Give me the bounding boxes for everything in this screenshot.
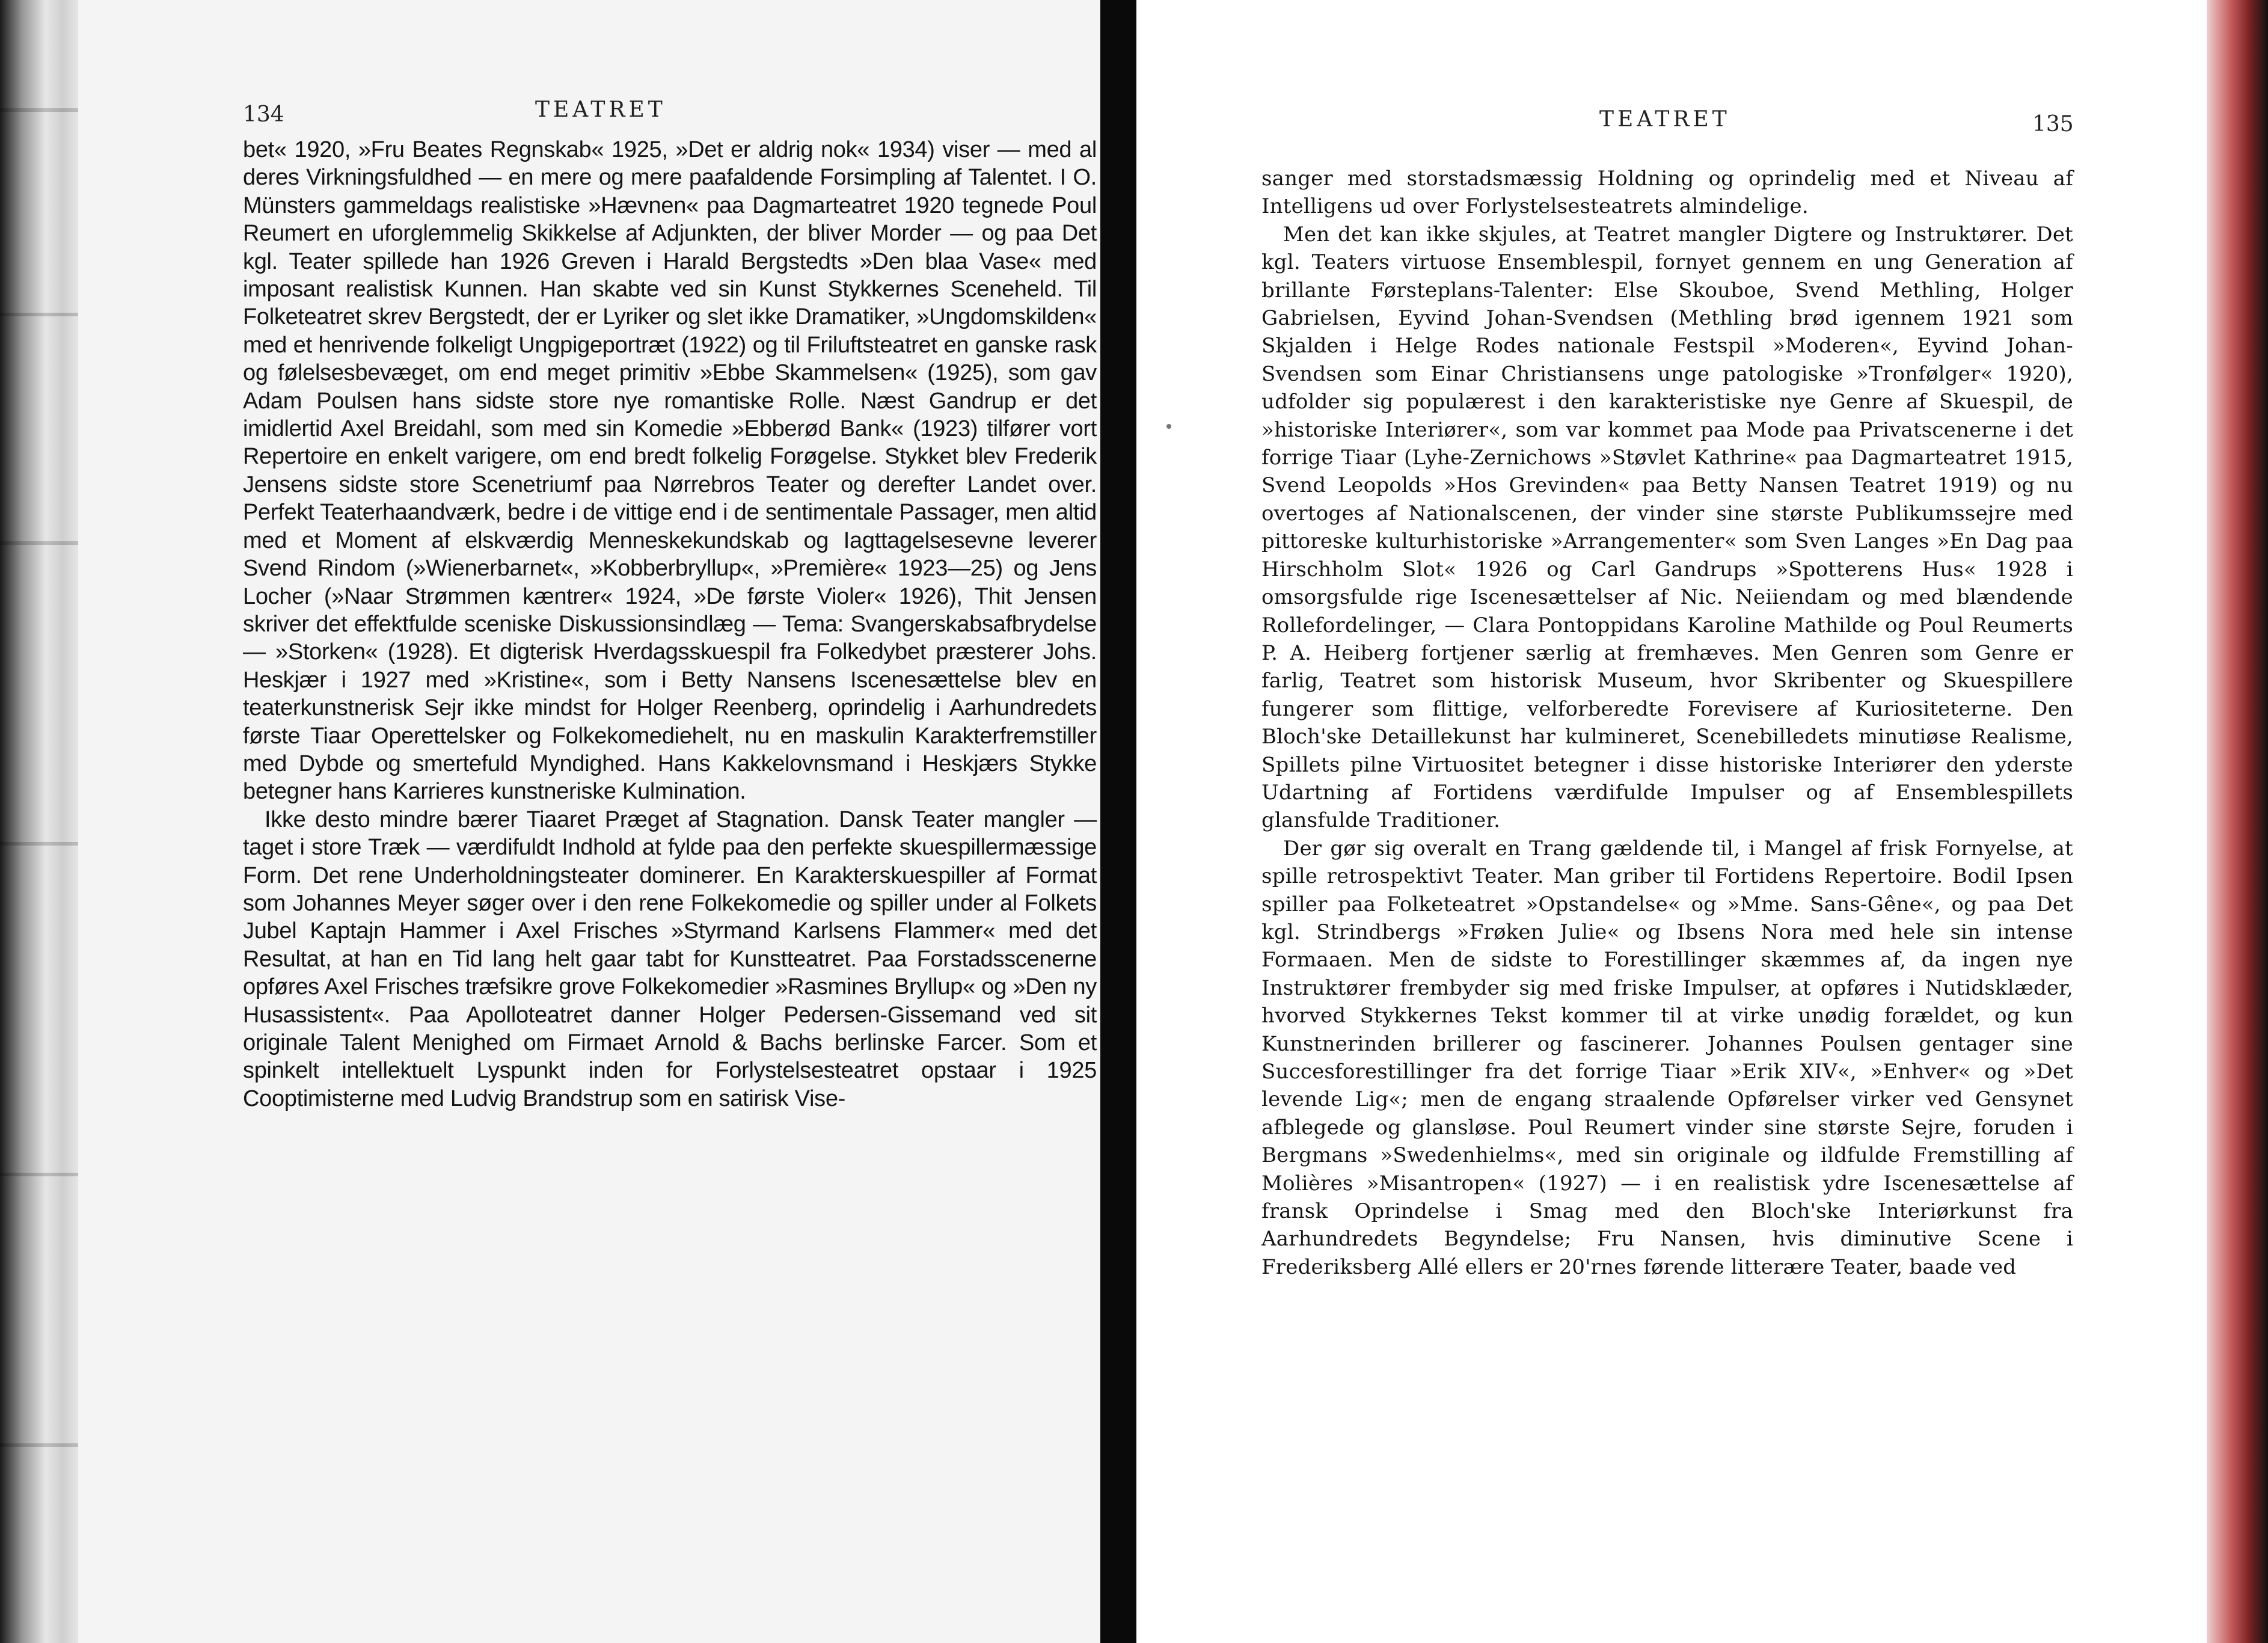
speck-mark: [1166, 424, 1171, 429]
left-page: [78, 0, 1100, 1643]
running-head: TEATRET: [535, 97, 666, 122]
paragraph: sanger med storstadsmæssig Holdning og oprindelig med et Niveau af Intelligens ud over Forlystelsesteatrets almindelige.: [1261, 167, 2073, 219]
book-gutter: [1100, 0, 1136, 1643]
book-page-edges-right: [2207, 0, 2268, 1643]
page-number: 135: [2032, 112, 2074, 137]
paragraph: Der gør sig overalt en Trang gældende til, i Mangel af frisk Fornyelse, at spille retrospektivt Teater. Man griber til Fortidens Repertoire. Bodil Ipsen spiller paa Folketeatret »Opstandelse« og »Mme. Sans-Gêne«, og paa Det kgl. Strindbergs »Frøken Julie« og Ibsens Nora med hele sin intense Formaaen. Men de sidste to Forestillinger skæmmes af, da ingen nye Instruktører frembyder sig med friske Impulser, at opføres i Nutidsklæder, hvorved Stykkernes Tekst kommer til at virke unødig forældet, og kun Kunstnerinden brillerer og fascinerer. Johannes Poulsen gentager sine Succesforestillinger fra det forrige Tiaar »Erik XIV«, »Enhver« og »Det levende Lig«; men de engang straalende Opførelser virker ved Gensynet afblegede og glansløse. Poul Reumert vinder sine største Sejre, foruden i Bergmans »Swedenhielms«, med sin originale og ildfulde Fremstilling af Molières »Misantropen« (1927) — i en realistisk ydre Iscenesættelse af fransk Oprindelse i Smag med den Bloch'ske Interiørkunst fra Aarhundredets Begyndelse; Fru Nansen, hvis diminutive Scene i Frederiksberg Allé ellers er 20'rnes førende litterære Teater, baade ved: [1261, 836, 2073, 1279]
page-number: 134: [243, 102, 284, 127]
running-head: TEATRET: [1599, 107, 1730, 132]
body-text: [243, 136, 1097, 1399]
paragraph: Men det kan ikke skjules, at Teatret mangler Digtere og Instruktører. Det kgl. Teaters virtuose Ensemblespil, fornyet gennem en ung Generation af brillante Førsteplans-Talenter: Else Skouboe, Svend Methling, Holger Gabrielsen, Eyvind Johan-Svendsen (Methling brød igennem 1921 som Skjalden i Helge Rodes nationale Festspil »Moderen«, Eyvind Johan-Svendsen som Einar Christiansens unge patologiske »Tronfølger« 1920), udfolder sig populærest i den karakteristiske nye Genre af Skuespil, de »historiske Interiører«, som var kommet paa Mode paa Privatscenerne i det forrige Tiaar (Lyhe-Zernichows »Støvlet Kathrine« paa Dagmarteatret 1915, Svend Leopolds »Hos Grevinden« paa Betty Nansen Teatret 1919) og nu overtoges af Nationalscenen, der vinder sine største Publikumssejre med pittoreske kulturhistoriske »Arrangementer« som Sven Langes »En Dag paa Hirschholm Slot« 1926 og Carl Gandrups »Spotterens Hus« 1928 i omsorgsfulde rige Iscenesættelser af Nic. Neiiendam og med blændende Rollefordelinger, — Clara Pontoppidans Karoline Mathilde og Poul Reumerts P. A. Heiberg fortjener særlig at fremhæves. Men Genren som Genre er farlig, Teatret som historisk Museum, hvor Skribenter og Skuespillere fungerer som flittige, velforberedte Forevisere af Kuriositeterne. Den Bloch'ske Detaillekunst har kulmineret, Scenebilledets minutiøse Realisme, Spillets pilne Virtuositet betegner i disse historiske Interiører den yderste Udartning af Fortidens værdifulde Impulser og af Ensemblespillets glansfulde Traditioner.: [1261, 222, 2073, 833]
paragraph: bet« 1920, »Fru Beates Regnskab« 1925, »Det er aldrig nok« 1934) viser — med al deres Virkningsfuldhed — en mere og mere paafaldende Forsimpling af Talentet. I O. Münsters gammeldags realistiske »Hævnen« paa Dagmarteatret 1920 tegnede Poul Reumert en uforglemmelig Skikkelse af Adjunkten, der bliver Morder — og paa Det kgl. Teater spillede han 1926 Greven i Harald Bergstedts »Den blaa Vase« med imposant realistisk Kunnen. Han skabte ved sin Kunst Stykkernes Sceneheld. Til Folketeatret skrev Bergstedt, der er Lyriker og slet ikke Dramatiker, »Ungdomskilden« med et henrivende folkeligt Ungpigeportræt (1922) og til Friluftsteatret en ganske rask og følelsesbevæget, om end meget primitiv »Ebbe Skammelsen« (1925), som gav Adam Poulsen hans sidste store nye romantiske Rolle. Næst Gandrup er det imidlertid Axel Breidahl, som med sin Komedie »Ebberød Bank« (1923) tilfører vort Repertoire en enkelt varigere, om end bredt folkelig Forøgelse. Stykket blev Frederik Jensens sidste store Scenetriumf paa Nørrebros Teater og derefter Landet over. Perfekt Teaterhaandværk, bedre i de vittige end i de sentimentale Passager, men altid med et Moment af elskværdig Menneskekundskab og Iagttagelsesevne leverer Svend Rindom (»Wienerbarnet«, »Kobberbryllup«, »Première« 1923—25) og Jens Locher (»Naar Strømmen kæntrer« 1924, »De første Violer« 1926), Thit Jensen skriver det effektfulde sceniske Diskussionsindlæg — Tema: Svangerskabsafbrydelse — »Storken« (1928). Et digterisk Hverdagsskuespil fra Folkedybet præsterer Johs. Heskjær i 1927 med »Kristine«, som i Betty Nansens Iscenesættelse blev en teaterkunstnerisk Sejr ikke mindst for Holger Reenberg, oprindelig i Aarhundredets første Tiaar Operettelsker og Folkekomediehelt, nu en maskulin Karakterfremstiller med Dybde og smertefuld Myndighed. Hans Kakkelovnsmand i Heskjærs Stykke betegner hans Karrieres kunstneriske Kulmination.: [243, 137, 1097, 805]
body-text: [1261, 165, 2073, 1428]
right-page: [1136, 0, 2207, 1643]
paragraph: Ikke desto mindre bærer Tiaaret Præget af Stagnation. Dansk Teater mangler — taget i store Træk — værdifuldt Indhold at fylde paa den perfekte skuespillermæssige Form. Det rene Underholdningsteater dominerer. En Karakterskuespiller af Format som Johannes Meyer søger over i den rene Folkekomedie og spiller under al Folkets Jubel Kaptajn Hammer i Axel Frisches »Styrmand Karlsens Flammer« med det Resultat, at han en Tid lang helt gaar tabt for Kunstteatret. Paa Forstadsscenerne opføres Axel Frisches træfsikre grove Folkekomedier »Rasmines Bryllup« og »Den ny Husassistent«. Paa Apolloteatret danner Holger Pedersen-Gissemand ved sit originale Talent Menighed om Firmaet Arnold & Bachs berlinske Farcer. Som et spinkelt intellektuelt Lyspunkt inden for Forlystelsesteatret opstaar i 1925 Cooptimisterne med Ludvig Brandstrup som en satirisk Vise-: [243, 806, 1097, 1111]
